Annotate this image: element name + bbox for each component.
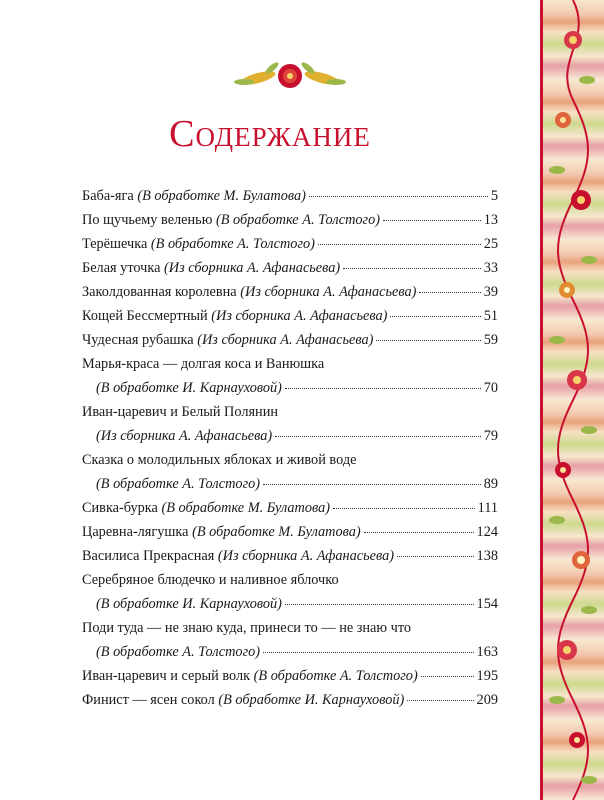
- entry-page: 138: [476, 548, 498, 564]
- leader-dots: [275, 435, 481, 437]
- entry-page: 13: [483, 212, 498, 228]
- leader-dots: [343, 267, 481, 269]
- entry-title: Иван-царевич и Белый Полянин: [82, 404, 278, 420]
- entry-title: Марья-краса — долгая коса и Ванюшка: [82, 356, 325, 372]
- entry-page: 209: [476, 692, 498, 708]
- toc-entry[interactable]: [82, 448, 498, 496]
- toc-entry[interactable]: [82, 688, 498, 712]
- table-of-contents: [82, 184, 498, 712]
- toc-entry[interactable]: [82, 544, 498, 568]
- leader-dots: [383, 219, 481, 221]
- entry-note: (В обработке И. Карнауховой): [218, 692, 405, 708]
- toc-entry[interactable]: [82, 568, 498, 616]
- floral-border: [540, 0, 604, 800]
- entry-title: Серебряное блюдечко и наливное яблочко: [82, 572, 339, 588]
- entry-title: По щучьему веленью: [82, 212, 213, 228]
- toc-entry[interactable]: [82, 616, 498, 664]
- entry-note: (Из сборника А. Афанасьева): [240, 284, 417, 300]
- entry-title: Иван-царевич и серый волк: [82, 668, 251, 684]
- entry-title: Сивка-бурка: [82, 500, 158, 516]
- entry-page: 195: [476, 668, 498, 684]
- entry-note: (В обработке И. Карнауховой): [96, 380, 282, 396]
- leader-dots: [285, 387, 481, 389]
- leader-dots: [309, 195, 488, 197]
- floral-ornament-icon: [543, 0, 604, 800]
- entry-note: (В обработке А. Толстого): [150, 236, 315, 252]
- entry-title: Терёшечка: [82, 236, 148, 252]
- entry-title: Василиса Прекрасная: [82, 548, 215, 564]
- entry-page: 39: [483, 284, 498, 300]
- toc-entry[interactable]: [82, 400, 498, 448]
- leader-dots: [263, 483, 481, 485]
- entry-note: (В обработке А. Толстого): [96, 644, 261, 660]
- toc-entry[interactable]: [82, 496, 498, 520]
- leader-dots: [285, 603, 474, 605]
- leader-dots: [263, 651, 473, 653]
- entry-page: 59: [483, 332, 498, 348]
- flower-ornament-icon: [230, 56, 350, 96]
- entry-title: Сказка о молодильных яблоках и живой воде: [82, 452, 357, 468]
- entry-note: (Из сборника А. Афанасьева): [211, 308, 388, 324]
- entry-note: (В обработке И. Карнауховой): [96, 596, 282, 612]
- toc-entry[interactable]: [82, 184, 498, 208]
- toc-entry[interactable]: [82, 328, 498, 352]
- entry-page: 33: [483, 260, 498, 276]
- entry-title: Заколдованная королевна: [82, 284, 237, 300]
- entry-title: Баба-яга: [82, 188, 134, 204]
- page-title: Содержание: [169, 113, 371, 155]
- entry-note: (В обработке М. Булатова): [161, 500, 331, 516]
- entry-title: Кощей Бессмертный: [82, 308, 208, 324]
- entry-note: (Из сборника А. Афанасьева): [164, 260, 341, 276]
- entry-note: (В обработке А. Толстого): [96, 476, 261, 492]
- leader-dots: [421, 675, 474, 677]
- entry-note: (Из сборника А. Афанасьева): [217, 548, 395, 564]
- leader-dots: [318, 243, 481, 245]
- toc-entry[interactable]: [82, 664, 498, 688]
- entry-title: Белая уточка: [82, 260, 161, 276]
- entry-page: 25: [483, 236, 498, 252]
- entry-note: (Из сборника А. Афанасьева): [96, 428, 273, 444]
- entry-page: 111: [477, 500, 498, 516]
- leader-dots: [333, 507, 475, 509]
- entry-note: (Из сборника А. Афанасьева): [197, 332, 374, 348]
- entry-page: 5: [490, 188, 498, 204]
- entry-page: 79: [483, 428, 498, 444]
- leader-dots: [419, 291, 480, 293]
- entry-page: 89: [483, 476, 498, 492]
- toc-entry[interactable]: [82, 352, 498, 400]
- toc-entry[interactable]: [82, 520, 498, 544]
- toc-entry[interactable]: [82, 256, 498, 280]
- entry-note: (В обработке А. Толстого): [253, 668, 418, 684]
- entry-title: Поди туда — не знаю куда, принеси то — не знаю что: [82, 620, 412, 636]
- leader-dots: [376, 339, 480, 341]
- leader-dots: [397, 555, 474, 557]
- entry-page: 124: [476, 524, 498, 540]
- entry-note: (В обработке А. Толстого): [215, 212, 381, 228]
- entry-note: (В обработке М. Булатова): [137, 188, 306, 204]
- entry-page: 70: [483, 380, 498, 396]
- toc-entry[interactable]: [82, 304, 498, 328]
- entry-title: Царевна-лягушка: [82, 524, 189, 540]
- toc-entry[interactable]: [82, 232, 498, 256]
- leader-dots: [364, 531, 474, 533]
- entry-title: Чудесная рубашка: [82, 332, 194, 348]
- entry-title: Финист — ясен сокол: [82, 692, 215, 708]
- leader-dots: [407, 699, 473, 701]
- entry-page: 51: [483, 308, 498, 324]
- entry-page: 154: [476, 596, 498, 612]
- leader-dots: [390, 315, 480, 317]
- entry-page: 163: [476, 644, 498, 660]
- entry-note: (В обработке М. Булатова): [192, 524, 361, 540]
- toc-entry[interactable]: [82, 208, 498, 232]
- toc-entry[interactable]: [82, 280, 498, 304]
